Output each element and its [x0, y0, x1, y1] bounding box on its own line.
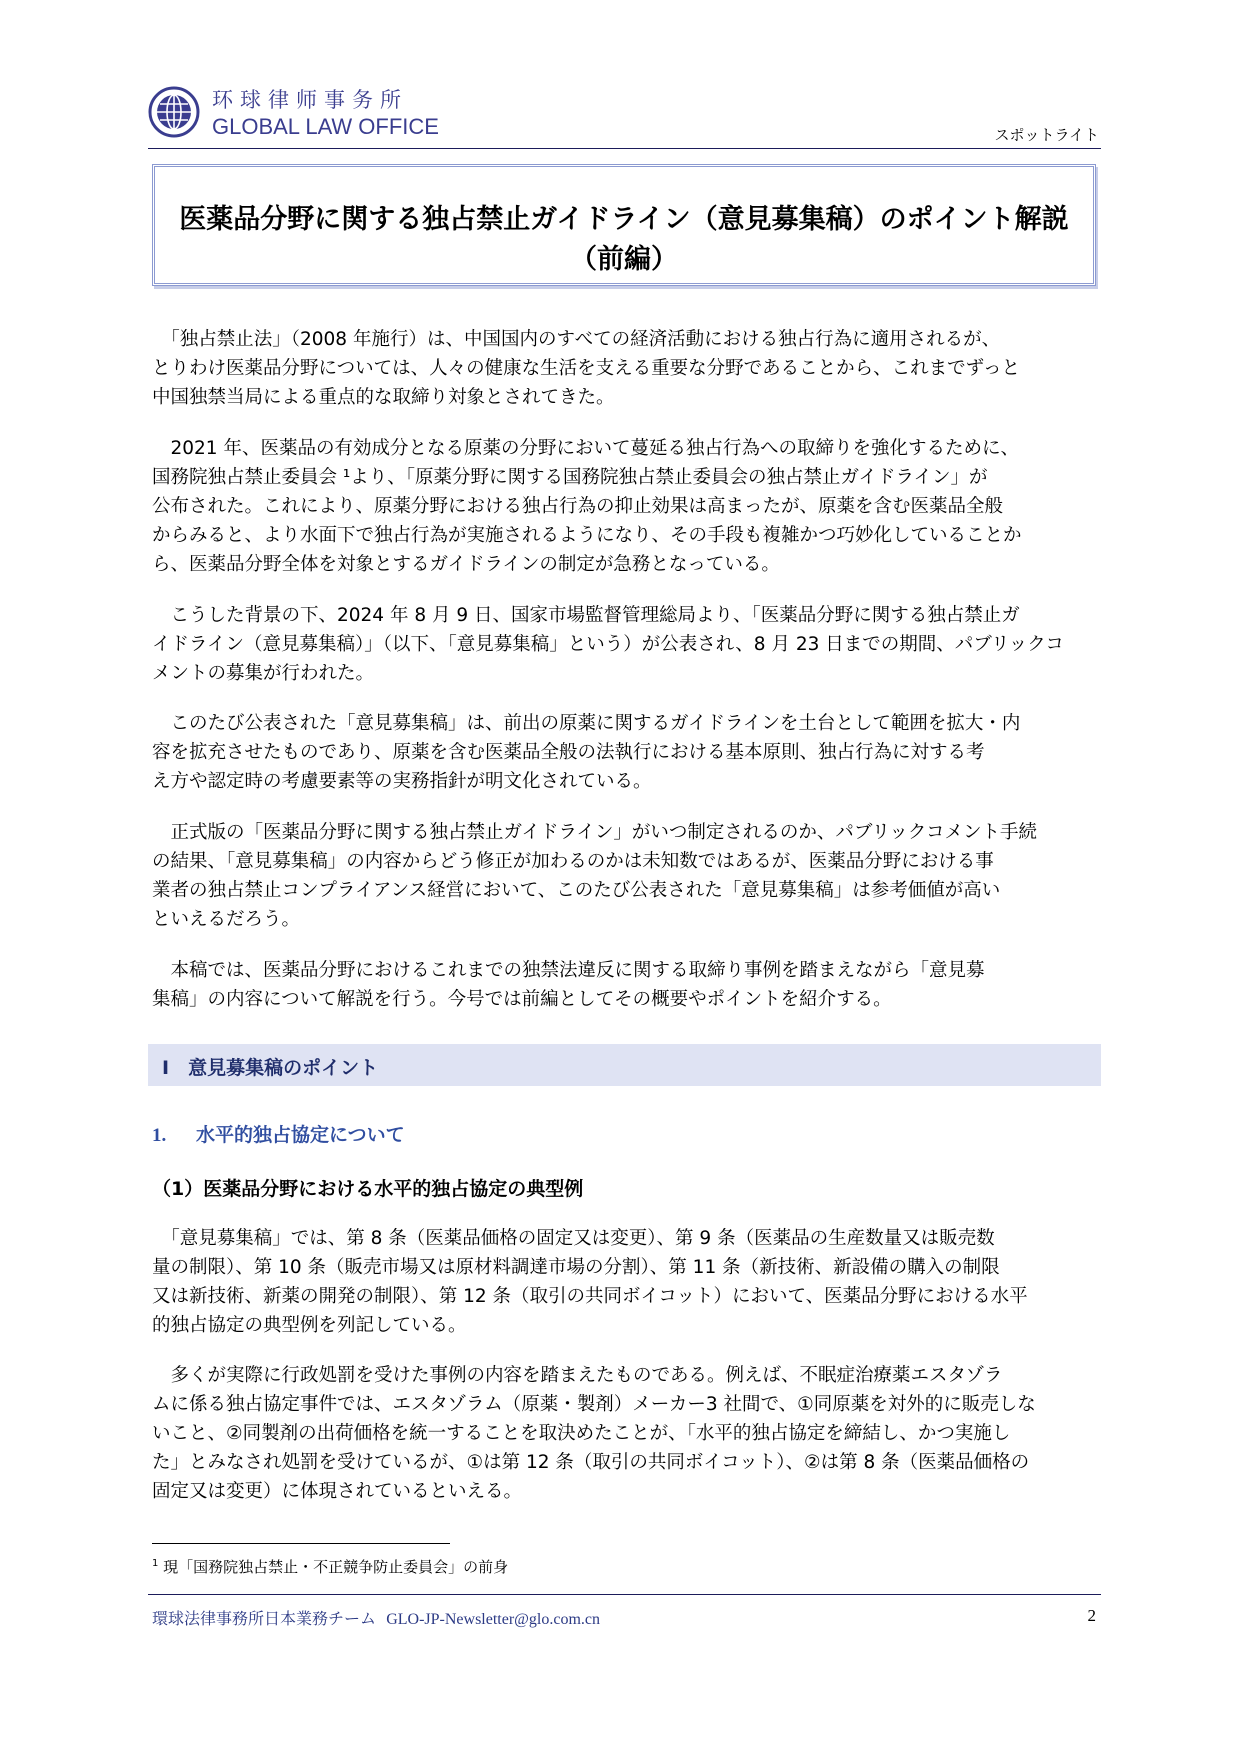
text-line: とりわけ医薬品分野については、人々の健康な生活を支える重要な分野であることから、これまでずっと	[152, 358, 1021, 379]
logo-chinese-name: 环球律师事务所	[212, 88, 408, 112]
text-line: こうした背景の下、2024 年 8 月 9 日、国家市場監督管理総局より、「医薬品分野に関する独占禁止ガ	[152, 605, 1020, 626]
text-line: ムに係る独占協定事件では、エスタゾラム（原薬・製剤）メーカー3 社間で、①同原薬を対外的に販売しな	[152, 1394, 1036, 1415]
paragraph-case-example	[152, 1361, 1098, 1506]
globe-logo-icon	[148, 86, 200, 138]
text-line: 量の制限）、第 10 条（販売市場又は原材料調達市場の分割）、第 11 条（新技術、新設備の購入の制限	[152, 1257, 1000, 1278]
text-line: このたび公表された「意見募集稿」は、前出の原薬に関するガイドラインを土台として範囲を拡大・内	[152, 713, 1021, 734]
text-line: 的独占協定の典型例を列記している。	[152, 1315, 467, 1336]
paragraph-intro	[152, 325, 1098, 412]
section-heading-bar	[148, 1044, 1101, 1086]
footnote-divider	[152, 1543, 450, 1544]
section-heading: I 意見募集稿のポイント	[162, 1057, 379, 1079]
paragraph-background	[152, 601, 1098, 688]
text-line: の結果、「意見募集稿」の内容からどう修正が加わるのかは未知数ではあるが、医薬品分野における事	[152, 851, 994, 872]
subsection-number: 1.	[152, 1125, 167, 1146]
paragraph-draft	[152, 709, 1098, 796]
page-number: 2	[1087, 1606, 1096, 1625]
text-line: 公布された。これにより、原薬分野における独占行為の抑止効果は高まったが、原薬を含む医薬品全般	[152, 496, 1004, 517]
footer-contact	[152, 1606, 600, 1629]
section-label: スポットライト	[994, 126, 1099, 144]
footnote	[152, 1556, 508, 1577]
paragraph-official	[152, 818, 1098, 934]
subsection-title: 水平的独占協定について	[196, 1124, 405, 1146]
footer-divider	[148, 1594, 1101, 1595]
text-line: 本稿では、医薬品分野におけるこれまでの独禁法違反に関する取締り事例を踏まえながら「意見募	[152, 960, 985, 981]
text-line: 「独占禁止法」（2008 年施行）は、中国国内のすべての経済活動における独占行為に適用されるが、	[152, 329, 1001, 350]
text-line: ら、医薬品分野全体を対象とするガイドラインの制定が急務となっている。	[152, 554, 780, 575]
logo-english-name: GLOBAL LAW OFFICE	[212, 114, 439, 139]
text-line: からみると、より水面下で独占行為が実施されるようになり、その手段も複雑かつ巧妙化していることか	[152, 525, 1022, 546]
text-line: といえるだろう。	[152, 909, 301, 930]
page-header	[148, 84, 1101, 146]
text-line: 2021 年、医薬品の有効成分となる原薬の分野において蔓延る独占行為への取締りを強化するために、	[152, 438, 1019, 459]
text-line: え方や認定時の考慮要素等の実務指針が明文化されている。	[152, 771, 652, 792]
footer-team: 環球法律事務所日本業務チーム	[152, 1609, 377, 1628]
text-line: 国務院独占禁止委員会 ¹より、「原薬分野に関する国務院独占禁止委員会の独占禁止ガイドライン」が	[152, 467, 988, 488]
text-line: 集稿」の内容について解説を行う。今号では前編としてその概要やポイントを紹介する。	[152, 989, 892, 1010]
paragraph-articles	[152, 1224, 1098, 1340]
text-line: イドライン（意見募集稿）」（以下、「意見募集稿」という）が公表され、8 月 23 日までの期間、パブリックコ	[152, 634, 1064, 655]
text-line: 固定又は変更）に体現されているといえる。	[152, 1481, 523, 1502]
text-line: 又は新技術、新薬の開発の制限）、第 12 条（取引の共同ボイコット）において、医薬品分野における水平	[152, 1286, 1028, 1307]
text-line: メントの募集が行われた。	[152, 663, 375, 684]
footnote-text: 現「国務院独占禁止・不正競争防止委員会」の前身	[163, 1558, 509, 1576]
text-line: 業者の独占禁止コンプライアンス経営において、このたび公表された「意見募集稿」は参考価値が高い	[152, 880, 1001, 901]
subsection-heading	[152, 1120, 405, 1147]
text-line: 多くが実際に行政処罰を受けた事例の内容を踏まえたものである。例えば、不眠症治療薬エスタゾラ	[152, 1365, 1003, 1386]
text-line: 容を拡充させたものであり、原薬を含む医薬品全般の法執行における基本原則、独占行為に対する考	[152, 742, 985, 763]
paragraph-2021	[152, 434, 1098, 579]
paragraph-scope	[152, 956, 1098, 1014]
footer-email-link[interactable]: GLO-JP-Newsletter@glo.com.cn	[386, 1611, 600, 1628]
text-line: 中国独禁当局による重点的な取締り対象とされてきた。	[152, 387, 615, 408]
text-line: いこと、②同製剤の出荷価格を統一することを取決めたことが、「水平的独占協定を締結し、かつ実施し	[152, 1423, 1011, 1444]
subsubsection-heading: （1）医薬品分野における水平的独占協定の典型例	[152, 1178, 584, 1200]
text-line: た」とみなされ処罰を受けているが、①は第 12 条（取引の共同ボイコット）、②は第 8 条（医薬品価格の	[152, 1452, 1030, 1473]
title-box	[152, 164, 1096, 286]
text-line: 「意見募集稿」では、第 8 条（医薬品価格の固定又は変更）、第 9 条（医薬品の生産数量又は販売数	[152, 1228, 995, 1249]
page-title-part: （前編）	[570, 244, 678, 275]
header-divider	[148, 148, 1101, 149]
text-line: 正式版の「医薬品分野に関する独占禁止ガイドライン」がいつ制定されるのか、パブリックコメント手続	[152, 822, 1038, 843]
footnote-mark: 1	[152, 1558, 159, 1569]
page-title: 医薬品分野に関する独占禁止ガイドライン（意見募集稿）のポイント解説	[179, 204, 1069, 235]
